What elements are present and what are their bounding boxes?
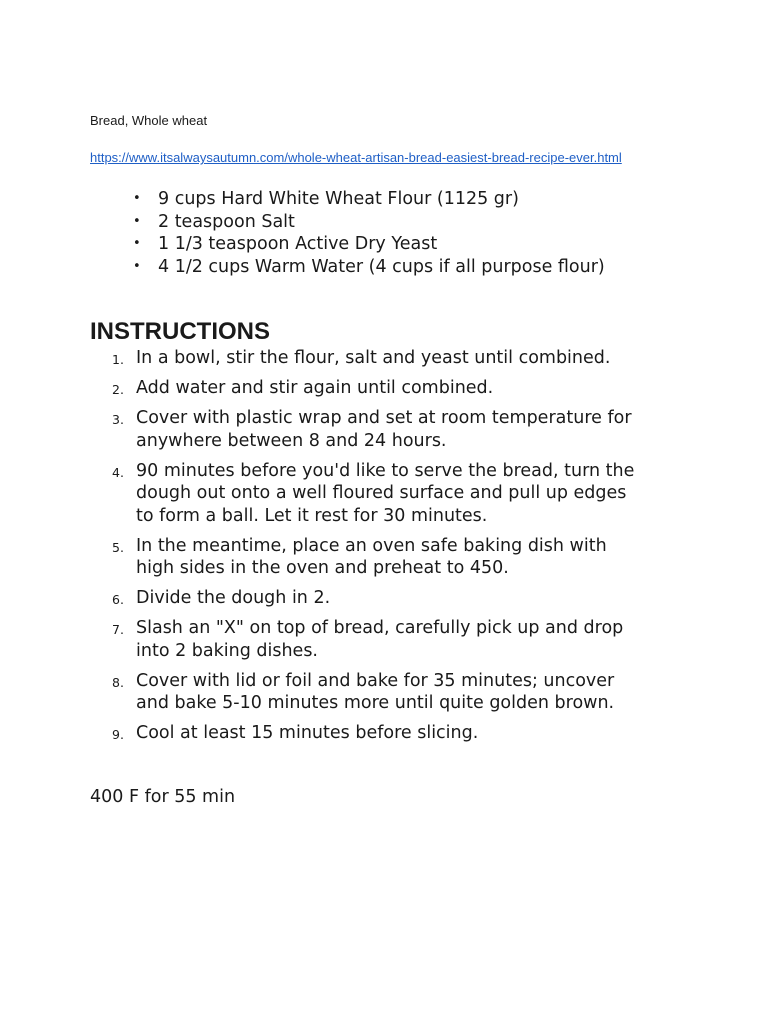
- step-text: Divide the dough in 2.: [136, 588, 331, 608]
- ingredient-text: 1 1/3 teaspoon Active Dry Yeast: [158, 234, 438, 254]
- bullet-icon: •: [133, 213, 141, 229]
- bullet-icon: •: [133, 258, 141, 274]
- source-link[interactable]: https://www.itsalwaysautumn.com/whole-wheat-artisan-bread-easiest-bread-recipe-ever.html: [90, 150, 622, 165]
- instruction-step: [90, 722, 696, 745]
- instructions-heading: INSTRUCTIONS: [90, 318, 270, 345]
- ingredient-item: [90, 211, 605, 234]
- step-number: 6.: [112, 592, 124, 607]
- step-number: 4.: [112, 464, 124, 480]
- instruction-step: [90, 587, 696, 610]
- step-text: Slash an "X" on top of bread, carefully pick up and drop into 2 baking dishes.: [136, 618, 624, 661]
- ingredients-list: [90, 188, 605, 278]
- step-number: 2.: [112, 382, 124, 397]
- ingredient-text: 4 1/2 cups Warm Water (4 cups if all purpose flour): [158, 256, 605, 277]
- step-text: Cool at least 15 minutes before slicing.: [136, 723, 479, 743]
- instruction-step: [90, 460, 696, 528]
- ingredient-item: [90, 256, 605, 279]
- instruction-step: [90, 617, 696, 662]
- step-number: 9.: [112, 727, 124, 742]
- instruction-step: [90, 377, 696, 400]
- instruction-step: [90, 535, 696, 580]
- step-text: Add water and stir again until combined.: [136, 378, 494, 398]
- document-title: Bread, Whole wheat: [90, 113, 208, 128]
- step-number: 3.: [112, 412, 124, 427]
- ingredient-item: [90, 188, 605, 211]
- instruction-step: [90, 670, 696, 715]
- baking-note: 400 F for 55 min: [90, 787, 236, 807]
- bullet-icon: •: [133, 191, 141, 206]
- step-text: Cover with lid or foil and bake for 35 minutes; uncover and bake 5-10 minutes more until quite golden brown.: [136, 670, 615, 713]
- step-text: In a bowl, stir the flour, salt and yeast until combined.: [136, 348, 611, 368]
- ingredient-text: 9 cups Hard White Wheat Flour (1125 gr): [158, 189, 519, 209]
- step-number: 1.: [112, 352, 124, 367]
- step-number: 8.: [112, 674, 124, 690]
- step-text: 90 minutes before you'd like to serve the bread, turn the dough out onto a well floured surface and pull up edges to form a ball. Let it rest for 30 minutes.: [136, 460, 635, 526]
- instruction-step: [90, 347, 696, 370]
- ingredient-item: [90, 233, 605, 256]
- step-text: Cover with plastic wrap and set at room temperature for anywhere between 8 and 24 hours.: [136, 408, 632, 451]
- instruction-step: [90, 407, 696, 452]
- instructions-list: [90, 347, 696, 752]
- bullet-icon: •: [133, 236, 141, 251]
- step-text: In the meantime, place an oven safe baking dish with high sides in the oven and preheat to 450.: [136, 535, 607, 578]
- step-number: 7.: [112, 622, 124, 637]
- ingredient-text: 2 teaspoon Salt: [158, 211, 295, 232]
- step-number: 5.: [112, 539, 124, 555]
